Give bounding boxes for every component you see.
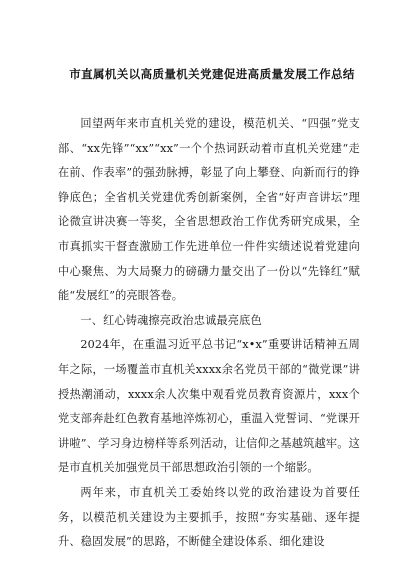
- section-heading: 一、红心铸魂擦亮政治忠诚最亮底色: [80, 313, 262, 327]
- document-title: 市直属机关以高质量机关党建促进高质量发展工作总结: [69, 67, 355, 81]
- body-paragraph: 2024年，在重温习近平总书记“x•x”重要讲话精神五周年之际，一场覆盖市直机关xxxx余名党员干部的“微党课”讲授热潮涌动，xxxx余人次集中观看党员教育资源片，xxx个党支部奔赴红色教育基地淬炼初心，重温入党誓词、“党课开讲啦”、学习身边榜样等系列活动，让信仰之基越筑越牢。这是市直机关加强党员干部思想政治引领的一个缩影。: [58, 338, 360, 475]
- intro-paragraph: 回望两年来市直机关党的建设，模范机关、“四强”党支部、“xx先锋”“xx”“xx”一个个热词跃动着市直机关党建“走在前、作表率”的强劲脉搏，彰显了向上攀登、向新而行的铮铮底色；全省机关党建优秀创新案例，全省“好声音讲坛”理论微宣讲决赛一等奖，全省思想政治工作优秀研究成果，全市真抓实干督查激励工作先进单位一件件实绩述说着党建向中心聚焦、为大局聚力的磅礴力量交出了一份以“先锋红”赋能“发展红”的亮眼答卷。: [58, 117, 360, 303]
- body-paragraph: 两年来，市直机关工委始终以党的政治建设为首要任务，以模范机关建设为主要抓手，按照“夯实基础、逐年提升、稳固发展”的思路，不断健全建设体系、细化建设: [58, 485, 360, 549]
